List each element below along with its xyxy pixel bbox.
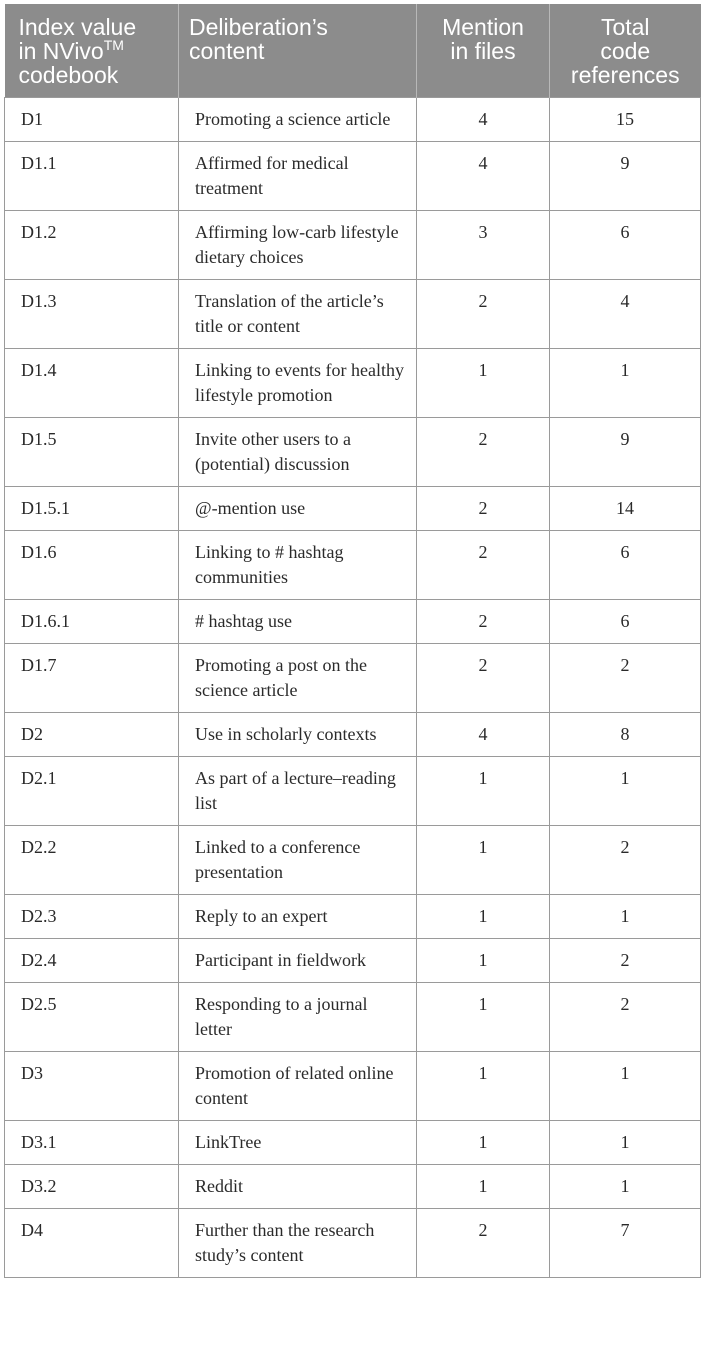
cell-mention: 2 — [417, 531, 550, 600]
cell-total: 6 — [550, 531, 701, 600]
header-content-line2: content — [189, 38, 265, 64]
cell-index: D3.1 — [5, 1121, 179, 1165]
header-mention — [417, 4, 550, 98]
header-total-line3: references — [570, 62, 680, 88]
cell-mention: 1 — [417, 1121, 550, 1165]
cell-index: D1.5.1 — [5, 487, 179, 531]
cell-total: 2 — [550, 826, 701, 895]
header-index-sup: TM — [103, 37, 124, 53]
table-row — [5, 142, 701, 211]
cell-mention: 4 — [417, 713, 550, 757]
cell-index: D1.6.1 — [5, 600, 179, 644]
cell-index: D2.3 — [5, 895, 179, 939]
cell-total: 9 — [550, 418, 701, 487]
cell-total: 1 — [550, 1121, 701, 1165]
cell-total: 6 — [550, 600, 701, 644]
cell-content: Affirmed for medical treatment — [179, 142, 417, 211]
cell-index: D1.3 — [5, 280, 179, 349]
cell-mention: 4 — [417, 142, 550, 211]
table-row — [5, 895, 701, 939]
table-row — [5, 1052, 701, 1121]
header-mention-line2: in files — [450, 38, 516, 64]
header-index — [5, 4, 179, 98]
cell-content: Linked to a conference presentation — [179, 826, 417, 895]
table-row — [5, 757, 701, 826]
cell-mention: 2 — [417, 487, 550, 531]
cell-mention: 1 — [417, 939, 550, 983]
cell-mention: 1 — [417, 983, 550, 1052]
cell-total: 1 — [550, 757, 701, 826]
cell-mention: 1 — [417, 349, 550, 418]
cell-index: D2.1 — [5, 757, 179, 826]
header-index-line2: in NVivo — [18, 38, 104, 64]
table-row — [5, 600, 701, 644]
cell-mention: 2 — [417, 600, 550, 644]
header-content-line1: Deliberation’s — [189, 14, 328, 40]
cell-index: D2.4 — [5, 939, 179, 983]
table-row — [5, 713, 701, 757]
table-row — [5, 531, 701, 600]
cell-mention: 1 — [417, 1165, 550, 1209]
cell-content: Promotion of related online content — [179, 1052, 417, 1121]
cell-total: 15 — [550, 98, 701, 142]
header-content — [179, 4, 417, 98]
table-body — [5, 98, 701, 1278]
cell-mention: 2 — [417, 280, 550, 349]
table-row — [5, 1121, 701, 1165]
header-index-line1: Index value — [18, 14, 137, 40]
cell-mention: 3 — [417, 211, 550, 280]
table-row — [5, 211, 701, 280]
table-row — [5, 983, 701, 1052]
cell-total: 7 — [550, 1209, 701, 1278]
table-row — [5, 1165, 701, 1209]
cell-total: 14 — [550, 487, 701, 531]
cell-content: Translation of the article’s title or content — [179, 280, 417, 349]
cell-content: Promoting a science article — [179, 98, 417, 142]
cell-content: Participant in fieldwork — [179, 939, 417, 983]
cell-index: D3.2 — [5, 1165, 179, 1209]
header-row — [5, 4, 701, 98]
cell-content: As part of a lecture–reading list — [179, 757, 417, 826]
cell-content: Further than the research study’s content — [179, 1209, 417, 1278]
cell-content: Reply to an expert — [179, 895, 417, 939]
table-row — [5, 280, 701, 349]
cell-index: D1 — [5, 98, 179, 142]
cell-index: D4 — [5, 1209, 179, 1278]
table-row — [5, 349, 701, 418]
cell-total: 2 — [550, 983, 701, 1052]
cell-mention: 2 — [417, 1209, 550, 1278]
table-row — [5, 644, 701, 713]
cell-mention: 1 — [417, 757, 550, 826]
table-row — [5, 826, 701, 895]
cell-total: 9 — [550, 142, 701, 211]
cell-mention: 1 — [417, 826, 550, 895]
cell-total: 2 — [550, 939, 701, 983]
cell-index: D1.2 — [5, 211, 179, 280]
cell-content: Invite other users to a (potential) discussion — [179, 418, 417, 487]
cell-content: Linking to # hashtag communities — [179, 531, 417, 600]
cell-index: D1.7 — [5, 644, 179, 713]
cell-mention: 4 — [417, 98, 550, 142]
cell-index: D1.6 — [5, 531, 179, 600]
cell-total: 8 — [550, 713, 701, 757]
header-total-line1: Total — [600, 14, 650, 40]
cell-mention: 1 — [417, 1052, 550, 1121]
cell-total: 1 — [550, 895, 701, 939]
cell-content: Linking to events for healthy lifestyle promotion — [179, 349, 417, 418]
cell-content: @-mention use — [179, 487, 417, 531]
cell-index: D1.4 — [5, 349, 179, 418]
cell-content: LinkTree — [179, 1121, 417, 1165]
cell-mention: 1 — [417, 895, 550, 939]
table-row — [5, 487, 701, 531]
cell-total: 6 — [550, 211, 701, 280]
cell-total: 1 — [550, 349, 701, 418]
cell-mention: 2 — [417, 644, 550, 713]
table-row — [5, 939, 701, 983]
cell-total: 1 — [550, 1165, 701, 1209]
cell-content: # hashtag use — [179, 600, 417, 644]
header-mention-line1: Mention — [442, 14, 524, 40]
cell-index: D2.5 — [5, 983, 179, 1052]
cell-total: 2 — [550, 644, 701, 713]
cell-index: D2 — [5, 713, 179, 757]
cell-content: Reddit — [179, 1165, 417, 1209]
cell-mention: 2 — [417, 418, 550, 487]
cell-content: Responding to a journal letter — [179, 983, 417, 1052]
cell-total: 1 — [550, 1052, 701, 1121]
header-total — [550, 4, 701, 98]
cell-index: D1.1 — [5, 142, 179, 211]
header-total-line2: code — [600, 38, 651, 64]
codebook-table — [4, 4, 701, 1278]
cell-content: Use in scholarly contexts — [179, 713, 417, 757]
cell-index: D3 — [5, 1052, 179, 1121]
cell-total: 4 — [550, 280, 701, 349]
cell-index: D2.2 — [5, 826, 179, 895]
table-row — [5, 98, 701, 142]
cell-content: Affirming low-carb lifestyle dietary choices — [179, 211, 417, 280]
header-index-line3: codebook — [18, 62, 119, 88]
cell-index: D1.5 — [5, 418, 179, 487]
table-row — [5, 1209, 701, 1278]
cell-content: Promoting a post on the science article — [179, 644, 417, 713]
table-row — [5, 418, 701, 487]
